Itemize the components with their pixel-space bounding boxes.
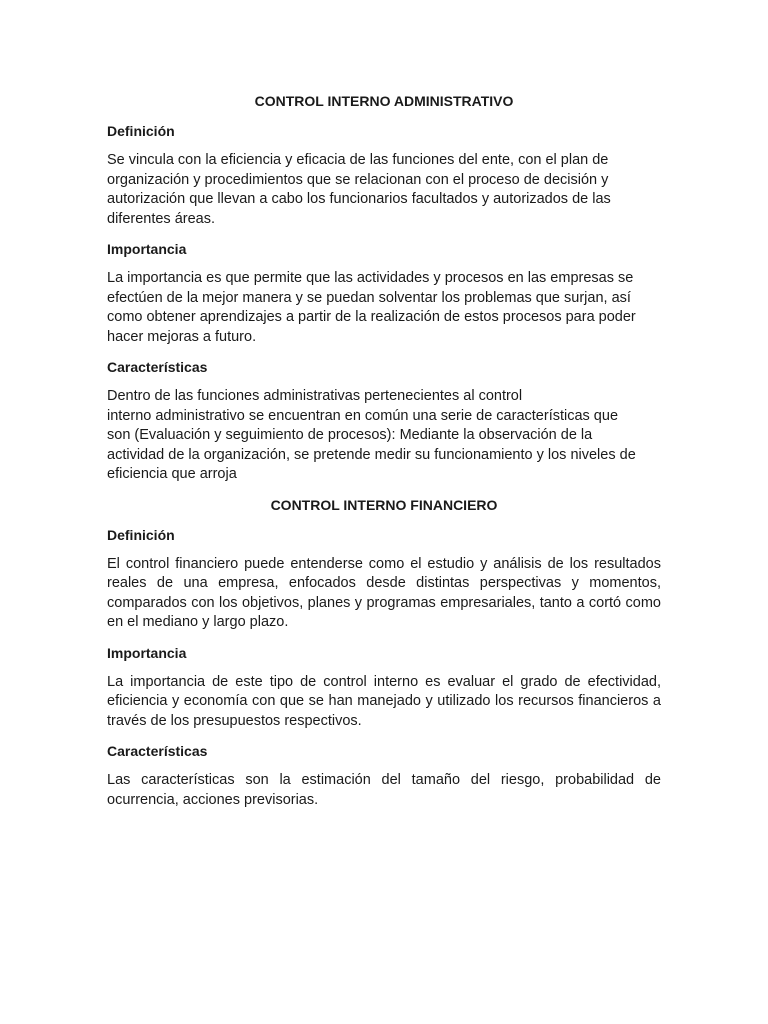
paragraph-line: Se vincula con la eficiencia y eficacia de las funciones del ente, con el plan de (107, 152, 609, 168)
definicion-heading: Definición (107, 526, 175, 543)
paragraph-line: autorización que llevan a cabo los funcionarios facultados y autorizados de las (107, 191, 611, 207)
caracteristicas-paragraph: Las características son la estimación del tamaño del riesgo, probabilidad de ocurrencia, acciones previsorias. (107, 772, 661, 808)
importancia-paragraph (107, 269, 661, 347)
paragraph-line: organización y procedimientos que se relacionan con el proceso de decisión y (107, 171, 609, 188)
document-body (107, 91, 661, 820)
paragraph-line: efectúen de la mejor manera y se puedan solventar los problemas que surjan, así (107, 289, 631, 306)
paragraph-line: actividad de la organización, se pretende medir su funcionamiento y los niveles de (107, 446, 636, 463)
importancia-heading: Importancia (107, 241, 187, 257)
paragraph-line: hacer mejoras a futuro. (107, 328, 257, 345)
definicion-paragraph (107, 151, 661, 229)
paragraph-line: Dentro de las funciones administrativas pertenecientes al control (107, 388, 523, 404)
importancia-paragraph: La importancia de este tipo de control interno es evaluar el grado de efectividad, eficiencia y economía con que se han manejado y utilizado los recursos financieros a través de los presupuestos respectivos. (107, 673, 661, 729)
paragraph-line: interno administrativo se encuentran en común una serie de características que (107, 407, 619, 424)
caracteristicas-heading: Características (107, 743, 208, 759)
importancia-heading: Importancia (107, 644, 187, 661)
definicion-paragraph: El control financiero puede entenderse como el estudio y análisis de los resultados reales de una empresa, enfocados desde distintas perspectivas y momentos, comparados con los objetivos, planes y programas empresariales, tanto a cortó como en el mediano y largo plazo. (107, 555, 661, 630)
caracteristicas-paragraph (107, 387, 661, 485)
paragraph-line: eficiencia que arroja (107, 466, 237, 482)
paragraph-line: como obtener aprendizajes a partir de la realización de estos procesos para poder (107, 309, 636, 325)
section-title-financiero: CONTROL INTERNO FINANCIERO (270, 496, 498, 513)
paragraph-line: La importancia es que permite que las actividades y procesos en las empresas se (107, 270, 634, 286)
section-title-administrativo: CONTROL INTERNO ADMINISTRATIVO (254, 93, 514, 109)
paragraph-line: diferentes áreas. (107, 210, 216, 227)
caracteristicas-heading: Características (107, 359, 208, 375)
definicion-heading: Definición (107, 123, 175, 139)
paragraph-line: son (Evaluación y seguimiento de procesos): Mediante la observación de la (107, 427, 593, 443)
